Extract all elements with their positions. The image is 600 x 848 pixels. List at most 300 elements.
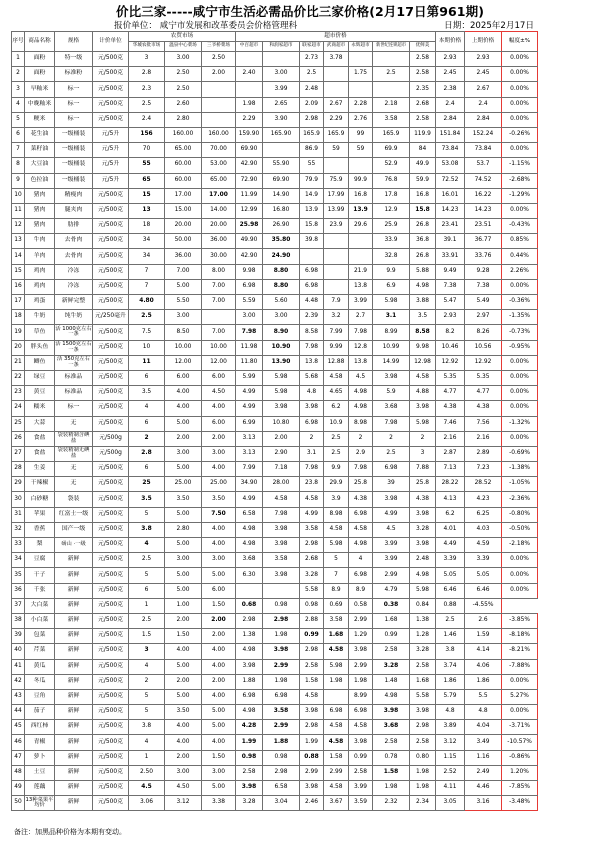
table-cell: 4.03	[465, 522, 502, 537]
table-cell: 46	[12, 735, 25, 750]
table-cell: 3.00	[165, 52, 202, 67]
table-cell: -1.29%	[502, 188, 538, 203]
table-cell: 1.59	[465, 629, 502, 644]
table-cell: 无	[55, 416, 93, 431]
table-cell: 7.00	[202, 295, 236, 310]
table-cell: 3.06	[129, 796, 165, 811]
table-cell: 9.9	[324, 462, 349, 477]
table-cell: 2.16	[465, 431, 502, 446]
table-cell: 42.90	[236, 249, 263, 264]
table-cell: 69.90	[236, 143, 263, 158]
table-cell: 43	[12, 689, 25, 704]
table-cell: 元/500克	[93, 401, 129, 416]
table-cell: 4.00	[202, 522, 236, 537]
table-cell: 50	[12, 796, 25, 811]
table-cell: 52.9	[373, 158, 410, 173]
table-cell: 49	[12, 781, 25, 796]
table-row	[12, 431, 538, 446]
table-cell: 新鲜	[55, 735, 93, 750]
table-cell: 4.98	[410, 568, 436, 583]
table-cell: 2	[300, 431, 324, 446]
table-cell: 3.98	[410, 507, 436, 522]
table-cell: 12.99	[236, 203, 263, 218]
table-cell: 2.98	[263, 613, 300, 628]
table-cell: 2.35	[410, 82, 436, 97]
table-cell: 18	[129, 219, 165, 234]
table-cell: 0.84	[410, 598, 436, 613]
table-cell: 2.5	[129, 553, 165, 568]
table-cell: 3.98	[373, 705, 410, 720]
table-cell: 8.99	[373, 325, 410, 340]
table-cell: 3.00	[165, 553, 202, 568]
table-cell: 2.38	[436, 82, 465, 97]
table-cell: 小白菜	[25, 613, 55, 628]
table-cell: 5.79	[436, 689, 465, 704]
table-cell: 3.98	[410, 538, 436, 553]
table-cell: 8.80	[263, 279, 300, 294]
table-cell: 活 350克左右一条	[55, 355, 93, 370]
table-cell: 26.90	[263, 219, 300, 234]
table-cell: 一级桶装	[55, 143, 93, 158]
table-cell: 79.9	[300, 173, 324, 188]
table-cell: 2.99	[263, 720, 300, 735]
table-cell	[324, 82, 349, 97]
table-cell: 元/500克	[93, 522, 129, 537]
table-cell: 2.98	[236, 613, 263, 628]
table-cell: 4.79	[373, 583, 410, 598]
table-cell: 0.69	[324, 598, 349, 613]
table-cell: 5	[129, 568, 165, 583]
table-cell: 青椒	[25, 735, 55, 750]
table-cell: 茄子	[25, 705, 55, 720]
table-row	[12, 796, 538, 811]
table-cell: 元/500克	[93, 97, 129, 112]
table-cell: 8.98	[349, 416, 373, 431]
table-row	[12, 629, 538, 644]
table-cell: 2.68	[410, 97, 436, 112]
table-cell: 元/500克	[93, 295, 129, 310]
table-cell: 3.74	[436, 659, 465, 674]
table-cell: 1.98	[263, 674, 300, 689]
table-cell: 8.90	[263, 325, 300, 340]
table-cell: 元/500克	[93, 492, 129, 507]
table-cell	[202, 97, 236, 112]
table-cell: 151.84	[436, 127, 465, 142]
table-cell: 3.00	[165, 310, 202, 325]
table-cell: 9.9	[373, 264, 410, 279]
table-cell: 9.99	[324, 340, 349, 355]
table-cell: 6.00	[202, 370, 236, 385]
table-cell: 国产一级	[55, 522, 93, 537]
table-cell: 2.26%	[502, 264, 538, 279]
table-cell: 2.99	[349, 613, 373, 628]
table-cell: 新鲜	[55, 659, 93, 674]
table-cell: 元/500克	[93, 583, 129, 598]
table-cell: 39	[373, 477, 410, 492]
table-cell: 3.50	[202, 492, 236, 507]
table-cell: 2.00	[202, 613, 236, 628]
table-cell: 5.00	[202, 568, 236, 583]
table-cell: 元/500克	[93, 553, 129, 568]
table-cell: 3	[129, 644, 165, 659]
table-cell: 3.28	[300, 568, 324, 583]
table-cell: 5.00	[165, 689, 202, 704]
table-cell: 13.99	[324, 203, 349, 218]
table-cell: 16.8	[410, 188, 436, 203]
table-cell: 70	[129, 143, 165, 158]
table-cell: 4.00	[165, 735, 202, 750]
table-cell: 25.8	[349, 477, 373, 492]
table-cell: 4.58	[324, 644, 349, 659]
table-cell: 元/500克	[93, 52, 129, 67]
table-cell	[349, 158, 373, 173]
table-cell: 元/500克	[93, 112, 129, 127]
table-cell: 2.5	[373, 67, 410, 82]
table-cell: 19	[12, 325, 25, 340]
table-cell: 5.05	[436, 568, 465, 583]
table-cell: 6.98	[349, 507, 373, 522]
table-cell: 2.16	[436, 431, 465, 446]
header-spec: 规格	[55, 32, 93, 52]
table-cell: 4.99	[236, 386, 263, 401]
table-cell: 10.56	[465, 340, 502, 355]
table-cell: 5.88	[410, 264, 436, 279]
table-cell: 西红柿	[25, 720, 55, 735]
table-cell: 5.99	[236, 370, 263, 385]
table-cell: 17.00	[165, 188, 202, 203]
table-cell: 1.86	[436, 674, 465, 689]
table-cell: 2.93	[465, 52, 502, 67]
table-cell: 元/500克	[93, 796, 129, 811]
table-cell: 165.9	[373, 127, 410, 142]
table-cell: -2.68%	[502, 173, 538, 188]
table-cell: 5.98	[373, 295, 410, 310]
header-super-2: 和润家超市	[263, 42, 300, 52]
table-cell: 2.5	[324, 446, 349, 461]
table-cell: 1	[129, 598, 165, 613]
table-cell: 3.13	[236, 431, 263, 446]
table-cell: 2.90	[263, 446, 300, 461]
table-cell: 1.50	[202, 750, 236, 765]
table-cell: 36.00	[165, 249, 202, 264]
table-cell: 40	[12, 644, 25, 659]
table-cell: 2.80	[165, 112, 202, 127]
table-cell: 元/500克	[93, 249, 129, 264]
table-cell: 新鲜完整	[55, 295, 93, 310]
table-cell: 10.46	[436, 340, 465, 355]
table-cell: 5.98	[263, 370, 300, 385]
table-row	[12, 143, 538, 158]
table-cell: 1.58	[373, 765, 410, 780]
table-cell: 11	[12, 203, 25, 218]
table-cell: 4.50	[165, 781, 202, 796]
table-cell: 16.01	[436, 188, 465, 203]
table-cell: 12.92	[436, 355, 465, 370]
table-cell: 70.00	[202, 143, 236, 158]
table-cell: 白砂糖	[25, 492, 55, 507]
table-cell: 2.00	[202, 629, 236, 644]
table-cell: 7.98	[300, 340, 324, 355]
table-cell: 7.98	[300, 462, 324, 477]
table-cell: 芹菜	[25, 644, 55, 659]
table-cell: 159.90	[236, 127, 263, 142]
table-cell: 73.84	[465, 143, 502, 158]
table-cell: 4.38	[410, 492, 436, 507]
table-cell: 3.50	[165, 492, 202, 507]
table-cell: 1.98	[236, 97, 263, 112]
table-cell: 2.98	[300, 112, 324, 127]
table-cell: 4.65	[324, 386, 349, 401]
table-cell: 13	[129, 203, 165, 218]
table-cell: 0.00%	[502, 705, 538, 720]
table-cell: 元/500克	[93, 462, 129, 477]
table-cell: 6.98	[300, 279, 324, 294]
table-row	[12, 203, 538, 218]
table-cell: 元/500克	[93, 203, 129, 218]
table-cell: 1.00	[165, 598, 202, 613]
table-cell: 3.98	[373, 492, 410, 507]
table-cell: 4.06	[465, 659, 502, 674]
table-cell: 2.46	[300, 796, 324, 811]
table-cell: 49.90	[236, 234, 263, 249]
table-row	[12, 446, 538, 461]
table-cell: 60.00	[165, 173, 202, 188]
table-cell: 鸡肉	[25, 279, 55, 294]
table-cell: 8	[12, 158, 25, 173]
table-cell: 2.67	[465, 82, 502, 97]
table-cell: 4.11	[436, 781, 465, 796]
table-cell: 1.38	[410, 613, 436, 628]
table-cell: 肋排	[55, 219, 93, 234]
table-cell: 32.8	[373, 249, 410, 264]
table-cell: 1.98	[373, 781, 410, 796]
table-cell: 13种菜果平均价	[25, 796, 55, 811]
table-cell: 2.99	[373, 568, 410, 583]
table-cell: 5.68	[300, 370, 324, 385]
table-cell: 3.68	[373, 720, 410, 735]
table-cell: 1.50	[165, 629, 202, 644]
price-table	[11, 31, 538, 811]
table-cell: 3.00	[263, 310, 300, 325]
table-cell: 3.39	[436, 553, 465, 568]
table-cell: 65.00	[165, 143, 202, 158]
table-cell: 60.00	[165, 158, 202, 173]
table-cell: 20	[12, 340, 25, 355]
table-cell: 一级桶装	[55, 127, 93, 142]
table-cell: 元/500克	[93, 568, 129, 583]
table-cell: 3.13	[236, 446, 263, 461]
table-cell	[324, 279, 349, 294]
table-cell: 84	[410, 143, 436, 158]
table-cell: 2.00	[165, 613, 202, 628]
table-cell: 6	[129, 583, 165, 598]
table-cell: 新鲜	[55, 720, 93, 735]
table-cell: 新鲜	[55, 629, 93, 644]
table-cell: -3.85%	[502, 613, 538, 628]
table-cell: 0.00%	[502, 386, 538, 401]
table-cell: 8.9	[349, 583, 373, 598]
header-unit: 计价单位	[93, 32, 129, 52]
table-cell: 2.98	[410, 720, 436, 735]
table-cell: 4.50	[202, 386, 236, 401]
table-cell: 1.98	[324, 674, 349, 689]
table-row	[12, 416, 538, 431]
table-cell: -8.21%	[502, 644, 538, 659]
table-cell: 2	[12, 67, 25, 82]
table-cell: 猪肉	[25, 203, 55, 218]
table-cell: 23.51	[465, 219, 502, 234]
table-cell: 3.04	[263, 796, 300, 811]
table-cell: 0.78	[373, 750, 410, 765]
table-cell: 10.00	[165, 340, 202, 355]
table-cell: 55	[300, 158, 324, 173]
table-cell: -0.36%	[502, 295, 538, 310]
table-cell: 冷冻	[55, 264, 93, 279]
table-cell: 4.98	[236, 644, 263, 659]
table-cell: 2.58	[300, 659, 324, 674]
table-cell: 干辣椒	[25, 477, 55, 492]
table-cell: 3.98	[300, 781, 324, 796]
table-cell: 7.98	[349, 462, 373, 477]
table-cell: 3.98	[263, 538, 300, 553]
table-cell: 7.56	[465, 416, 502, 431]
table-cell: 1.98	[349, 674, 373, 689]
table-cell: 元/5升	[93, 173, 129, 188]
table-cell: 5.60	[263, 295, 300, 310]
table-cell: 6.98	[236, 279, 263, 294]
table-cell: 6.98	[236, 689, 263, 704]
table-cell: 3.00	[202, 765, 236, 780]
table-cell: 面粉	[25, 67, 55, 82]
table-cell: 55	[129, 158, 165, 173]
table-cell	[324, 158, 349, 173]
table-cell: 去骨肉	[55, 234, 93, 249]
table-row	[12, 249, 538, 264]
table-cell: 4.8	[436, 705, 465, 720]
table-cell: 35.80	[263, 234, 300, 249]
table-cell: 标一	[55, 112, 93, 127]
table-cell	[263, 143, 300, 158]
table-cell: 10.99	[373, 340, 410, 355]
table-cell: 2.28	[349, 97, 373, 112]
table-cell: 牛肉	[25, 234, 55, 249]
table-cell: 7.98	[263, 507, 300, 522]
table-cell: -0.80%	[502, 507, 538, 522]
table-cell: -1.35%	[502, 310, 538, 325]
table-cell: 26.8	[410, 249, 436, 264]
table-cell: 元/500克	[93, 340, 129, 355]
table-cell: 4.00	[202, 462, 236, 477]
table-cell: 4.98	[349, 538, 373, 553]
table-cell	[324, 689, 349, 704]
table-cell: 4.98	[349, 401, 373, 416]
table-cell: 7.23	[465, 462, 502, 477]
table-cell: 7.98	[373, 416, 410, 431]
table-cell: 2.98	[300, 720, 324, 735]
table-cell: 6.2	[436, 507, 465, 522]
table-cell: 冬瓜	[25, 674, 55, 689]
table-cell	[324, 264, 349, 279]
table-cell: 3.00	[263, 67, 300, 82]
table-cell: 5.00	[165, 659, 202, 674]
table-cell: 48	[12, 765, 25, 780]
table-cell: 4.58	[324, 522, 349, 537]
table-cell: 25	[12, 416, 25, 431]
table-cell: -1.32%	[502, 416, 538, 431]
table-cell: 0.38	[373, 598, 410, 613]
table-cell: -8.18%	[502, 629, 538, 644]
table-cell: 30	[12, 492, 25, 507]
table-cell: 5.27%	[502, 689, 538, 704]
table-cell: 0.00%	[502, 82, 538, 97]
table-cell: 1.38	[236, 629, 263, 644]
table-cell: 3.99	[373, 538, 410, 553]
table-cell: 鸡蛋	[25, 295, 55, 310]
table-cell: 165.90	[263, 127, 300, 142]
table-cell: 7.99	[324, 325, 349, 340]
table-cell: 4.8	[465, 705, 502, 720]
table-cell: 2.5	[129, 97, 165, 112]
table-cell: 元/500克	[93, 234, 129, 249]
table-cell: 3.28	[236, 796, 263, 811]
table-cell: 0.00%	[502, 583, 538, 598]
table-cell: 香蕉	[25, 522, 55, 537]
table-cell: 3.99	[349, 295, 373, 310]
table-cell: 6.98	[349, 705, 373, 720]
table-cell: 4.01	[436, 522, 465, 537]
table-cell: 3.99	[349, 781, 373, 796]
table-cell: 梨	[25, 538, 55, 553]
table-cell: 早籼米	[25, 82, 55, 97]
table-cell: 2.4	[436, 97, 465, 112]
table-cell: 4.80	[129, 295, 165, 310]
table-cell: 3.98	[349, 735, 373, 750]
table-cell: 2	[349, 431, 373, 446]
table-cell: 3.28	[410, 522, 436, 537]
table-cell: 26.8	[410, 219, 436, 234]
table-cell: 精瘦肉	[55, 188, 93, 203]
table-cell: 44	[12, 705, 25, 720]
table-cell: 4.48	[300, 295, 324, 310]
table-cell: 1.99	[236, 735, 263, 750]
footnote: 备注：加黑品种价格为本期有变动。	[14, 828, 126, 836]
table-cell: 2.32	[373, 796, 410, 811]
table-cell: 5.98	[324, 659, 349, 674]
table-cell: 5.05	[465, 568, 502, 583]
header-market-group: 农贸市场	[129, 32, 236, 42]
table-cell: 6.98	[300, 264, 324, 279]
table-cell: 元/500克	[93, 705, 129, 720]
table-cell: 10.00	[202, 340, 236, 355]
table-cell: 元/500g	[93, 431, 129, 446]
table-cell: 0.00%	[502, 431, 538, 446]
table-cell: 2.48	[410, 553, 436, 568]
table-cell: 73.84	[436, 143, 465, 158]
table-cell: 165.9	[300, 127, 324, 142]
table-cell: 土豆	[25, 765, 55, 780]
table-cell: -3.71%	[502, 720, 538, 735]
table-cell: 6.98	[300, 416, 324, 431]
table-row	[12, 538, 538, 553]
table-cell: -0.73%	[502, 325, 538, 340]
table-cell: 1.68	[410, 674, 436, 689]
table-cell: 7.9	[324, 295, 349, 310]
table-cell: 牛奶	[25, 310, 55, 325]
table-cell	[202, 310, 236, 325]
table-cell: 0.00%	[502, 143, 538, 158]
table-cell: 5.00	[165, 538, 202, 553]
table-cell: 7	[324, 568, 349, 583]
